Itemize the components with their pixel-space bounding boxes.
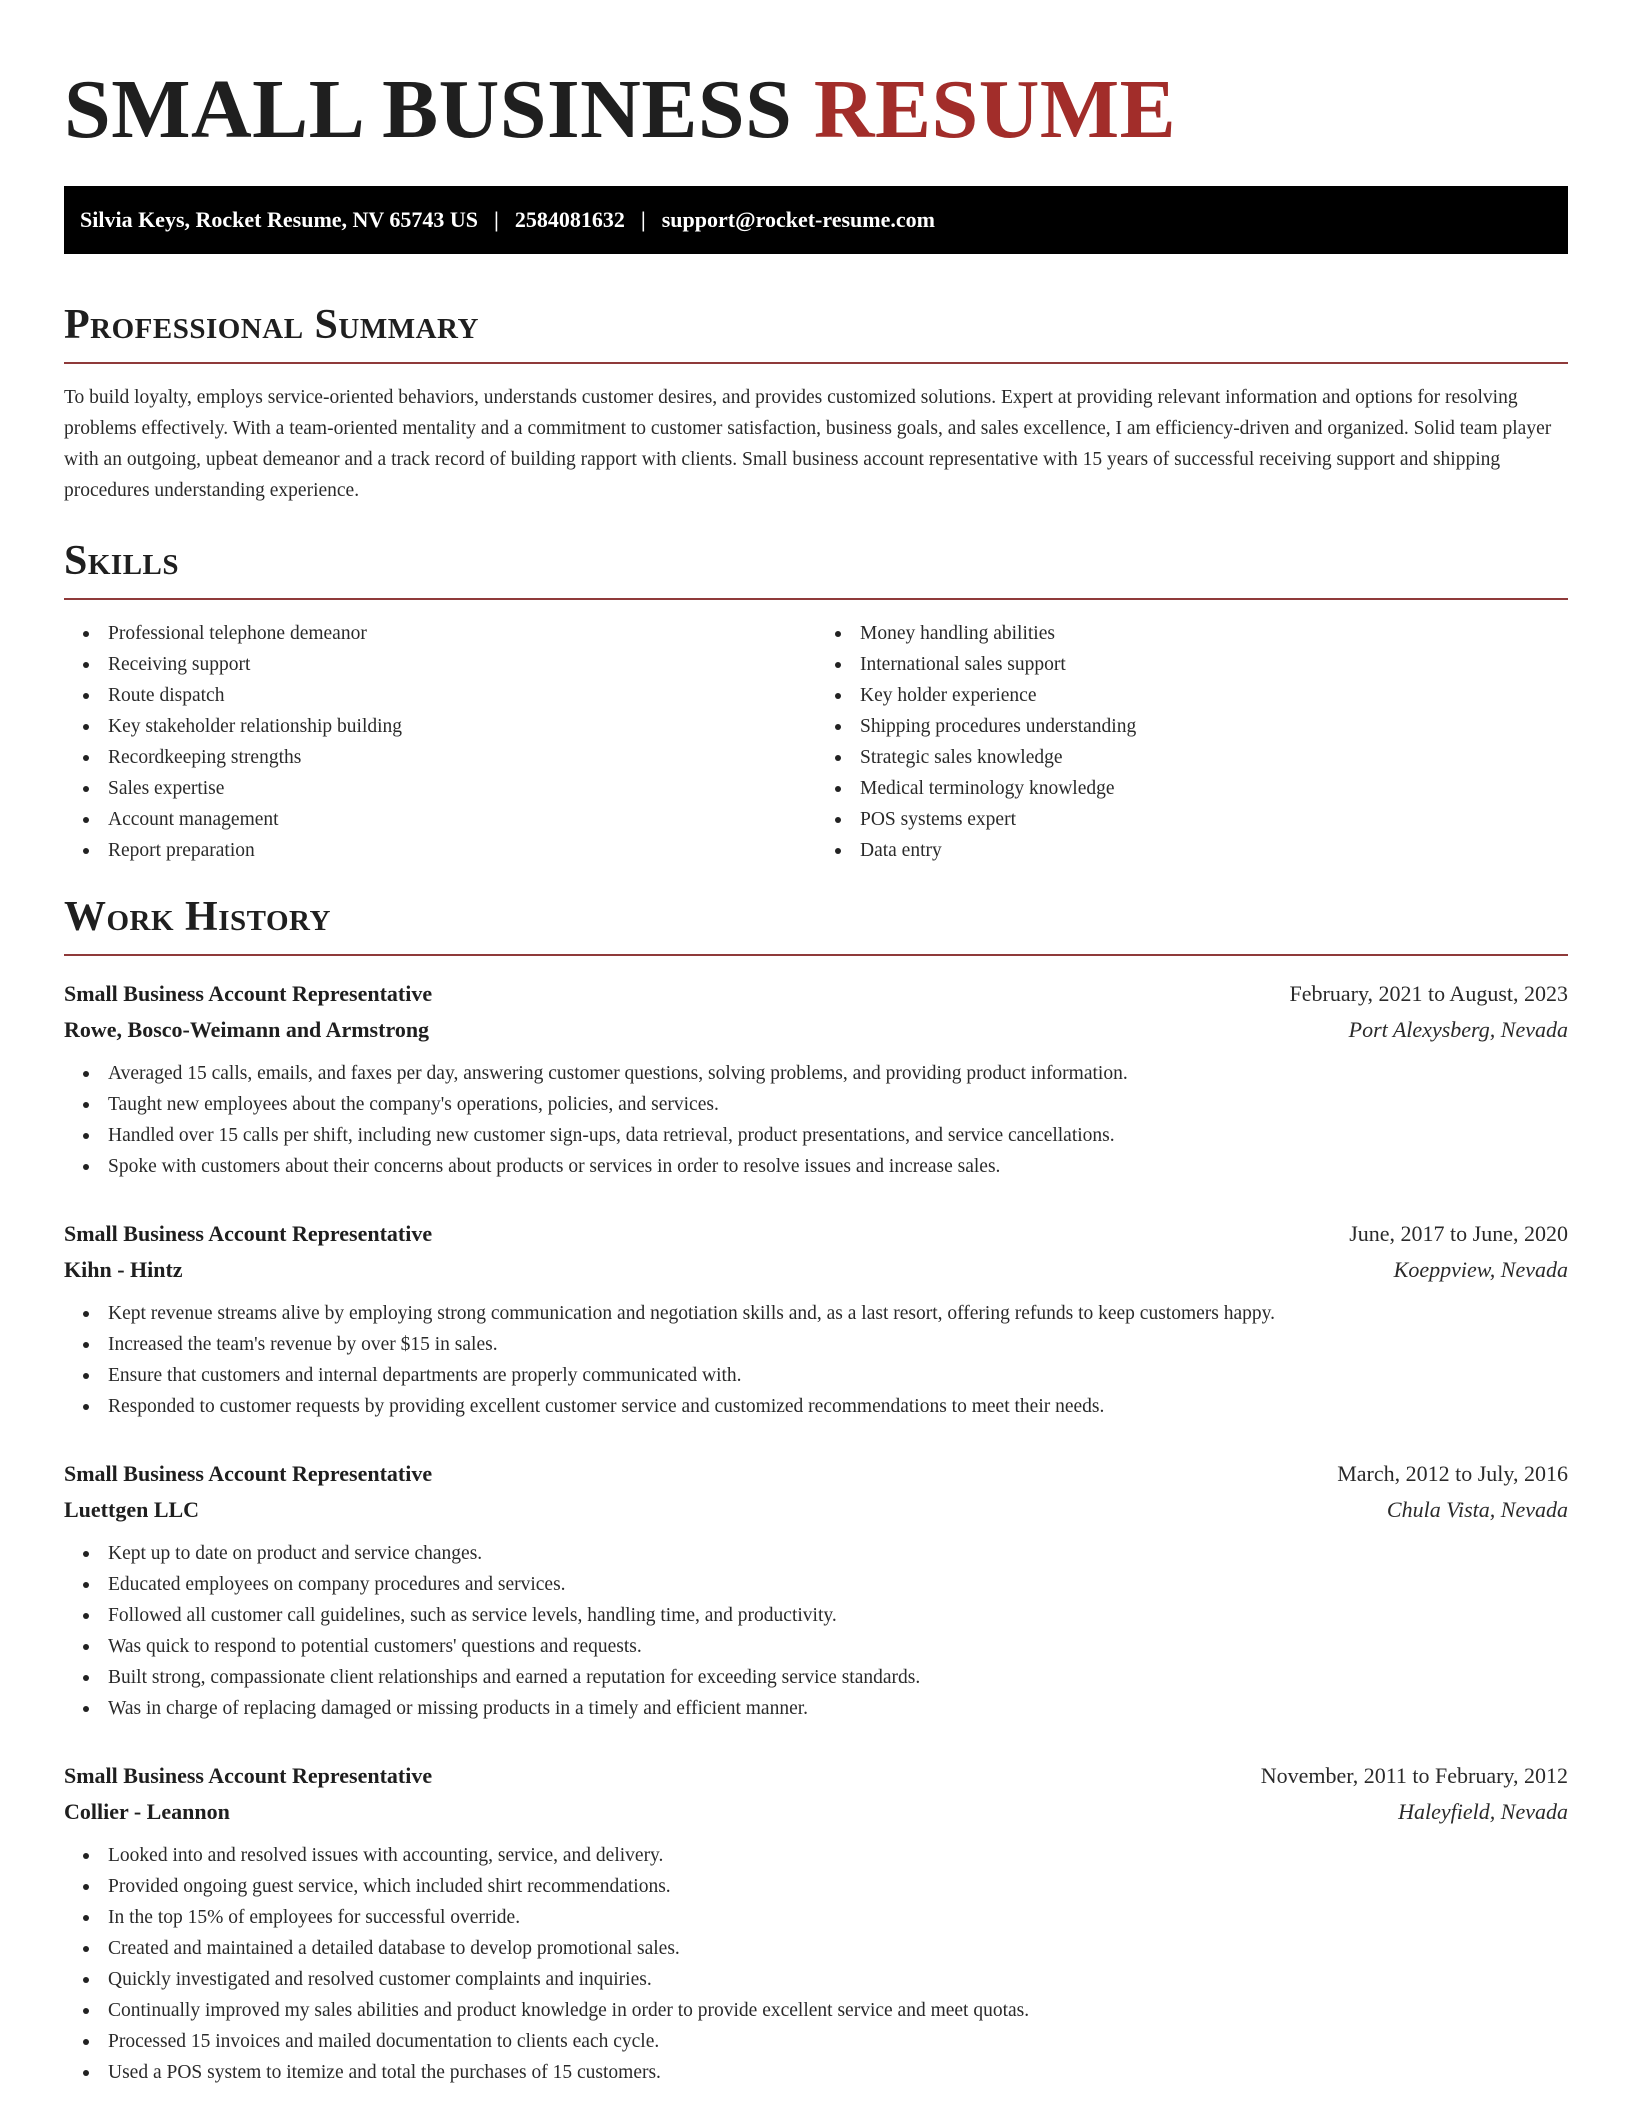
- section-divider: [64, 954, 1568, 956]
- list-item: Money handling abilities: [860, 618, 1568, 649]
- list-item: Spoke with customers about their concerns about products or services in order to resolve issues and increase sales.: [108, 1151, 1568, 1182]
- section-heading: Skills: [64, 538, 180, 584]
- job-bullets: [64, 1840, 1568, 2088]
- company-name: Kihn - Hintz: [64, 1257, 183, 1282]
- list-item: Sales expertise: [108, 773, 816, 804]
- list-item: International sales support: [860, 649, 1568, 680]
- job-header-row: [64, 1456, 1568, 1492]
- list-item: Processed 15 invoices and mailed documentation to clients each cycle.: [108, 2026, 1568, 2057]
- list-item: Responded to customer requests by providing excellent customer service and customized recommendations to meet their needs.: [108, 1391, 1568, 1422]
- resume-title: [64, 63, 1568, 156]
- list-item: Looked into and resolved issues with accounting, service, and delivery.: [108, 1840, 1568, 1871]
- company-name: Rowe, Bosco-Weimann and Armstrong: [64, 1017, 430, 1042]
- contact-phone: 2584081632: [514, 207, 625, 232]
- list-item: Averaged 15 calls, emails, and faxes per day, answering customer questions, solving problems, and providing product information.: [108, 1058, 1568, 1089]
- job-entry: [64, 1216, 1568, 1422]
- skills-column-left: [64, 618, 816, 866]
- list-item: Recordkeeping strengths: [108, 742, 816, 773]
- job-bullets: [64, 1058, 1568, 1182]
- list-item: Receiving support: [108, 649, 816, 680]
- work-history-section: [64, 896, 1568, 2088]
- list-item: Taught new employees about the company's operations, policies, and services.: [108, 1089, 1568, 1120]
- skills-grid: [64, 618, 1568, 866]
- list-item: Quickly investigated and resolved customer complaints and inquiries.: [108, 1964, 1568, 1995]
- job-title: Small Business Account Representative: [64, 1763, 433, 1788]
- section-heading: Professional Summary: [64, 302, 479, 348]
- list-item: Key holder experience: [860, 680, 1568, 711]
- job-dates: February, 2021 to August, 2023: [1289, 981, 1568, 1006]
- list-item: Key stakeholder relationship building: [108, 711, 816, 742]
- list-item: Route dispatch: [108, 680, 816, 711]
- company-name: Collier - Leannon: [64, 1799, 230, 1824]
- job-location: Chula Vista, Nevada: [1386, 1497, 1568, 1522]
- skills-column-right: [816, 618, 1568, 866]
- contact-bar: [64, 186, 1568, 254]
- job-title: Small Business Account Representative: [64, 1221, 433, 1246]
- job-location: Port Alexysberg, Nevada: [1348, 1017, 1568, 1042]
- list-item: Used a POS system to itemize and total the purchases of 15 customers.: [108, 2057, 1568, 2088]
- list-item: Ensure that customers and internal departments are properly communicated with.: [108, 1360, 1568, 1391]
- contact-separator: |: [494, 207, 499, 232]
- list-item: Increased the team's revenue by over $15 in sales.: [108, 1329, 1568, 1360]
- job-location: Koeppview, Nevada: [1393, 1257, 1568, 1282]
- job-dates: November, 2011 to February, 2012: [1260, 1763, 1568, 1788]
- job-entry: [64, 1758, 1568, 2088]
- list-item: Shipping procedures understanding: [860, 711, 1568, 742]
- skills-section: [64, 540, 1568, 866]
- list-item: Professional telephone demeanor: [108, 618, 816, 649]
- list-item: Kept revenue streams alive by employing strong communication and negotiation skills and, as a last resort, offering refunds to keep customers happy.: [108, 1298, 1568, 1329]
- job-header-row: [64, 976, 1568, 1012]
- job-company-row: [64, 1492, 1568, 1528]
- job-company-row: [64, 1794, 1568, 1830]
- job-bullets: [64, 1538, 1568, 1724]
- list-item: Provided ongoing guest service, which included shirt recommendations.: [108, 1871, 1568, 1902]
- job-header-row: [64, 1758, 1568, 1794]
- job-title: Small Business Account Representative: [64, 981, 433, 1006]
- job-dates: June, 2017 to June, 2020: [1349, 1221, 1568, 1246]
- job-entry: [64, 1456, 1568, 1724]
- list-item: Created and maintained a detailed database to develop promotional sales.: [108, 1933, 1568, 1964]
- list-item: Educated employees on company procedures and services.: [108, 1569, 1568, 1600]
- job-company-row: [64, 1012, 1568, 1048]
- section-heading: Work History: [64, 894, 331, 940]
- section-divider: [64, 598, 1568, 600]
- list-item: Built strong, compassionate client relationships and earned a reputation for exceeding service standards.: [108, 1662, 1568, 1693]
- job-header-row: [64, 1216, 1568, 1252]
- list-item: Strategic sales knowledge: [860, 742, 1568, 773]
- list-item: Kept up to date on product and service changes.: [108, 1538, 1568, 1569]
- job-entry: [64, 976, 1568, 1182]
- contact-email: support@rocket-resume.com: [661, 207, 935, 232]
- company-name: Luettgen LLC: [64, 1497, 200, 1522]
- list-item: Continually improved my sales abilities and product knowledge in order to provide excellent service and meet quotas.: [108, 1995, 1568, 2026]
- list-item: Report preparation: [108, 835, 816, 866]
- job-company-row: [64, 1252, 1568, 1288]
- list-item: Account management: [108, 804, 816, 835]
- list-item: In the top 15% of employees for successful override.: [108, 1902, 1568, 1933]
- list-item: Medical terminology knowledge: [860, 773, 1568, 804]
- list-item: Followed all customer call guidelines, such as service levels, handling time, and productivity.: [108, 1600, 1568, 1631]
- list-item: Data entry: [860, 835, 1568, 866]
- job-dates: March, 2012 to July, 2016: [1337, 1461, 1568, 1486]
- contact-separator: |: [640, 207, 646, 232]
- title-main: SMALL BUSINESS: [64, 63, 793, 156]
- list-item: POS systems expert: [860, 804, 1568, 835]
- job-title: Small Business Account Representative: [64, 1461, 433, 1486]
- section-divider: [64, 362, 1568, 364]
- job-list: [64, 976, 1568, 2088]
- title-accent: RESUME: [813, 63, 1177, 156]
- list-item: Handled over 15 calls per shift, including new customer sign-ups, data retrieval, product presentations, and service cancellations.: [108, 1120, 1568, 1151]
- list-item: Was in charge of replacing damaged or missing products in a timely and efficient manner.: [108, 1693, 1568, 1724]
- list-item: Was quick to respond to potential customers' questions and requests.: [108, 1631, 1568, 1662]
- professional-summary-section: [64, 304, 1568, 506]
- summary-text: To build loyalty, employs service-oriented behaviors, understands customer desires, and provides customized solutions. Expert at providing relevant information and options for resolving problems effectively. With a team-oriented mentality and a commitment to customer satisfaction, business goals, and sales excellence, I am efficiency-driven and organized. Solid team player with an outgoing, upbeat demeanor and a track record of building rapport with clients. Small business account representative with 15 years of successful receiving support and shipping procedures understanding experience.: [64, 387, 1552, 501]
- job-location: Haleyfield, Nevada: [1398, 1799, 1568, 1824]
- job-bullets: [64, 1298, 1568, 1422]
- contact-address: Silvia Keys, Rocket Resume, NV 65743 US: [80, 207, 479, 232]
